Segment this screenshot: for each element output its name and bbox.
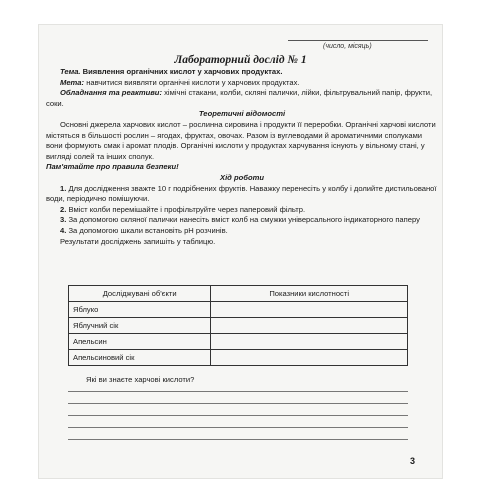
equipment-line	[46, 88, 438, 109]
step-1-number: 1.	[60, 183, 67, 193]
table-cell-acidity[interactable]	[211, 302, 408, 318]
step-1	[46, 184, 438, 205]
table-cell-object: Апельсиновий сік	[69, 350, 211, 366]
date-write-line	[288, 40, 428, 41]
table-cell-acidity[interactable]	[211, 318, 408, 334]
step-2-number: 2.	[60, 204, 67, 214]
theory-heading: Теоретичні відомості	[198, 109, 286, 119]
page-title: Лабораторний дослід № 1	[174, 54, 307, 66]
step-4	[46, 226, 438, 237]
column-header-objects: Досліджувані об'єкти	[69, 286, 211, 302]
equipment-label: Обладнання та реактиви:	[60, 88, 162, 98]
answer-line[interactable]	[68, 439, 408, 440]
table-cell-object: Апельсин	[69, 334, 211, 350]
results-table	[68, 285, 408, 366]
step-3-text: За допомогою скляної палички нанесіть вміст колб на смужки універсального індикаторного паперу	[68, 215, 420, 225]
answer-line[interactable]	[68, 391, 408, 392]
safety-reminder: Пам'ятайте про правила безпеки!	[46, 162, 179, 172]
answer-line[interactable]	[68, 427, 408, 428]
table-cell-acidity[interactable]	[211, 334, 408, 350]
table-cell-acidity[interactable]	[211, 350, 408, 366]
body-text	[46, 67, 438, 247]
step-4-text: За допомогою шкали встановіть pH розчинів.	[68, 225, 228, 235]
equipment-text: хімічні стакани, колби, скляні палички, лійки, фільтрувальний папір, фрукти, соки.	[46, 88, 433, 108]
table-row	[69, 302, 408, 318]
table-row	[69, 318, 408, 334]
goal-line	[46, 78, 438, 89]
worksheet-page	[38, 24, 443, 479]
goal-label: Мета:	[60, 77, 85, 87]
results-note: Результати досліджень запишіть у таблицю.	[60, 236, 216, 246]
table-row	[69, 334, 408, 350]
step-2	[46, 205, 438, 216]
date-label: (число, місяць)	[323, 43, 372, 50]
procedure-heading: Хід роботи	[220, 172, 264, 182]
table-cell-object: Яблучний сік	[69, 318, 211, 334]
column-header-acidity: Показники кислотності	[211, 286, 408, 302]
question-text: Які ви знаєте харчові кислоти?	[86, 375, 195, 384]
theory-paragraph: Основні джерела харчових кислот – рослинна сировина і продукти її переробки. Органічні харчові кислоти містяться в більшості рослин – ягодах, фруктах, овочах. Разом із вуглеводами й ароматичними сполуками вони формують смак і аромат плодів. Органічні кислоти у продуктах харчування існують у вільному стані, у вигляді солей та інших сполук.	[46, 119, 436, 161]
theme-text: Виявлення органічних кислот у харчових продуктах.	[82, 67, 283, 76]
table-cell-object: Яблуко	[69, 302, 211, 318]
step-2-text: Вміст колби перемішайте і профільтруйте через паперовий фільтр.	[68, 204, 306, 214]
page-number: 3	[410, 456, 416, 466]
step-3	[46, 215, 438, 226]
step-3-number: 3.	[60, 215, 67, 225]
answer-line[interactable]	[68, 415, 408, 416]
table-row	[69, 350, 408, 366]
table-header-row	[69, 286, 408, 302]
theme-label: Тема.	[60, 67, 81, 76]
theme-line	[46, 67, 438, 78]
answer-line[interactable]	[68, 403, 408, 404]
step-1-text: Для дослідження зважте 10 г подрібнених фруктів. Наважку перенесіть у колбу і долийте дистильованої води, періодично помішуючи.	[46, 183, 437, 204]
goal-text: навчитися виявляти органічні кислоти у харчових продуктах.	[86, 77, 300, 87]
step-4-number: 4.	[60, 225, 67, 235]
